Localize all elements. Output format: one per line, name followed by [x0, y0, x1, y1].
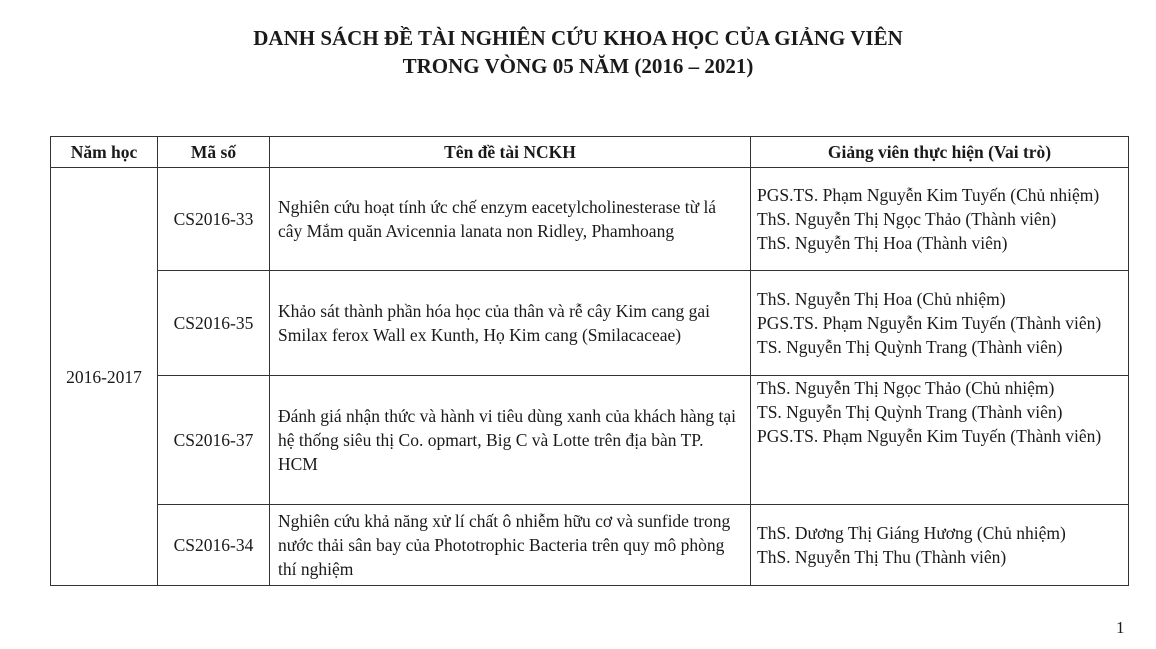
document-title: [0, 24, 1156, 80]
topic-cell: Đánh giá nhận thức và hành vi tiêu dùng xanh của khách hàng tại hệ thống siêu thị Co. opmart, Big C và Lotte trên địa bàn TP. HCM: [270, 376, 751, 505]
topic-cell: Nghiên cứu hoạt tính ức chế enzym eacetylcholinesterase từ lá cây Mắm quăn Avicennia lanata non Ridley, Phamhoang: [270, 168, 751, 271]
lecturers-cell: [751, 505, 1129, 586]
page-number: 1: [1116, 618, 1125, 637]
year-cell: 2016-2017: [51, 168, 158, 586]
header-topic: Tên đề tài NCKH: [270, 137, 751, 168]
header-row: [51, 137, 1129, 168]
table-row: [51, 168, 1129, 271]
lecturers-cell: [751, 271, 1129, 376]
lecturer-line: PGS.TS. Phạm Nguyễn Kim Tuyến (Thành viên): [757, 313, 1102, 333]
lecturer-line: ThS. Nguyễn Thị Hoa (Chủ nhiệm): [757, 289, 1006, 309]
lecturer-line: PGS.TS. Phạm Nguyễn Kim Tuyến (Chủ nhiệm): [757, 185, 1100, 205]
title-line-2: TRONG VÒNG 05 NĂM (2016 – 2021): [402, 54, 754, 78]
lecturer-line: TS. Nguyễn Thị Quỳnh Trang (Thành viên): [757, 402, 1063, 422]
table-row: [51, 376, 1129, 505]
code-cell: CS2016-34: [158, 505, 270, 586]
table-row: [51, 271, 1129, 376]
header-year: Năm học: [51, 137, 158, 168]
header-lecturers: Giảng viên thực hiện (Vai trò): [751, 137, 1129, 168]
table-row: [51, 505, 1129, 586]
header-code: Mã số: [158, 137, 270, 168]
code-cell: CS2016-37: [158, 376, 270, 505]
lecturer-line: ThS. Nguyễn Thị Thu (Thành viên): [757, 547, 1007, 567]
lecturer-line: TS. Nguyễn Thị Quỳnh Trang (Thành viên): [757, 337, 1063, 357]
lecturer-line: ThS. Nguyễn Thị Hoa (Thành viên): [757, 233, 1008, 253]
topic-cell: Khảo sát thành phần hóa học của thân và rễ cây Kim cang gai Smilax ferox Wall ex Kunth, Họ Kim cang (Smilacaceae): [270, 271, 751, 376]
code-cell: CS2016-33: [158, 168, 270, 271]
lecturer-line: ThS. Nguyễn Thị Ngọc Thảo (Chủ nhiệm): [757, 378, 1055, 398]
topic-cell: Nghiên cứu khả năng xử lí chất ô nhiễm hữu cơ và sunfide trong nước thải sân bay của Phototrophic Bacteria trên quy mô phòng thí nghiệm: [270, 505, 751, 586]
lecturers-cell: [751, 376, 1129, 505]
code-cell: CS2016-35: [158, 271, 270, 376]
research-topics-table: [50, 136, 1129, 586]
lecturers-cell: [751, 168, 1129, 271]
lecturer-line: ThS. Nguyễn Thị Ngọc Thảo (Thành viên): [757, 209, 1057, 229]
title-line-1: DANH SÁCH ĐỀ TÀI NGHIÊN CỨU KHOA HỌC CỦA GIẢNG VIÊN: [253, 26, 903, 50]
lecturer-line: ThS. Dương Thị Giáng Hương (Chủ nhiệm): [757, 523, 1066, 543]
lecturer-line: PGS.TS. Phạm Nguyễn Kim Tuyến (Thành viên): [757, 426, 1102, 446]
